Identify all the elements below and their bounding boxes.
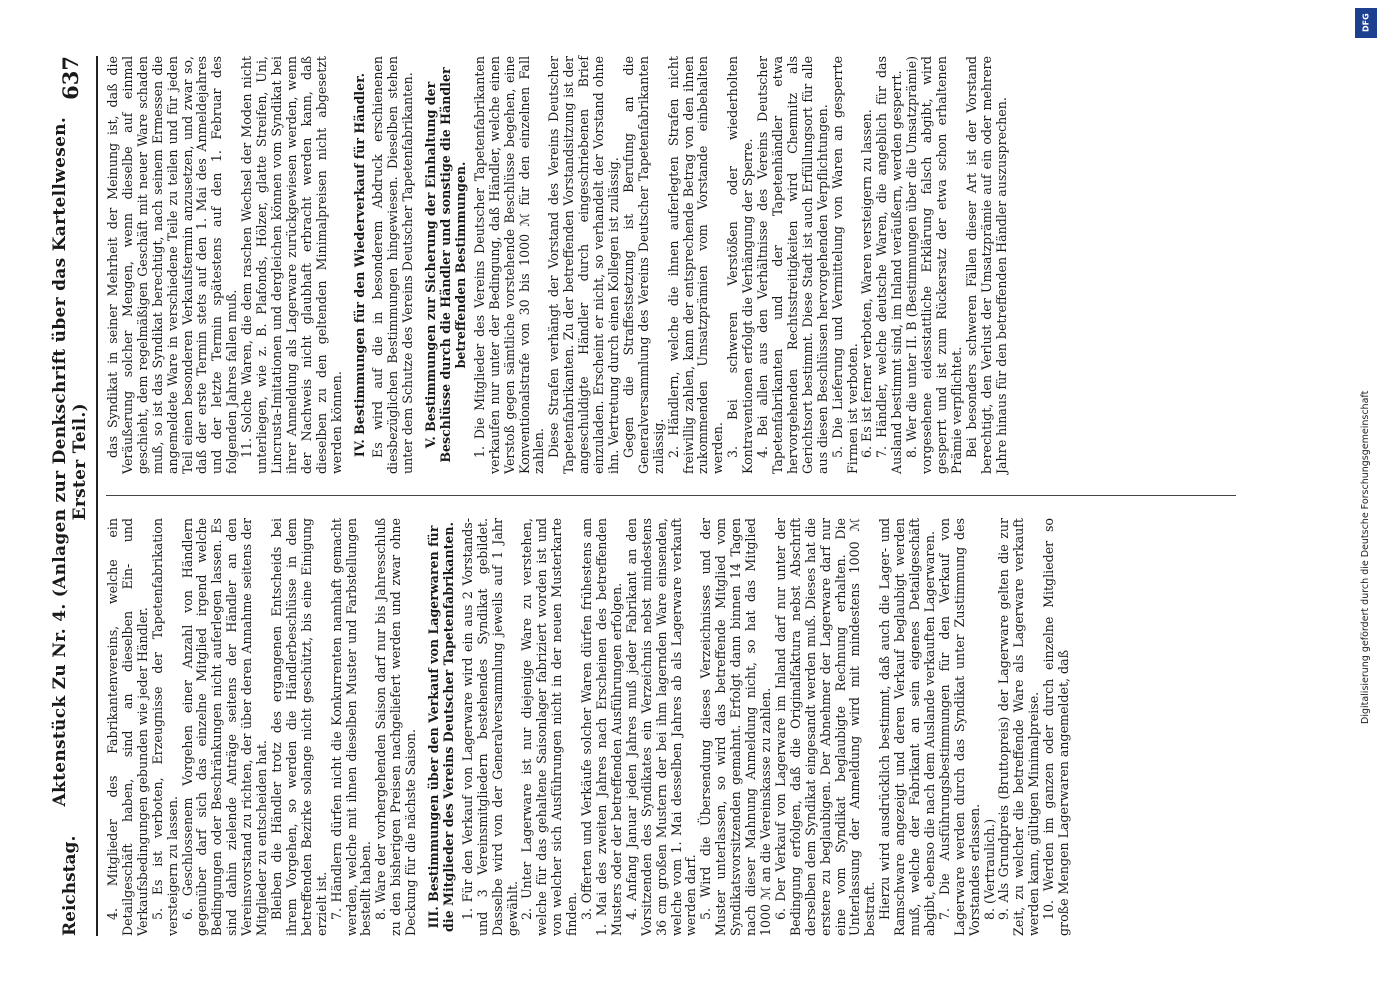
paragraph: 9. Als Grundpreis (Bruttopreis) der Lagerware gelten die zur Zeit, zu welcher die betreffende Ware als Lagerware verkauft werden kann, gültigen Minimalpreise.	[996, 518, 1042, 936]
paragraph: Bleiben die Händler trotz des ergangenen Entscheids bei ihrem Vorgehen, so werden die Händlerbeschlüsse in dem betreffenden Bezirke solange nicht geschützt, bis eine Einigung erzielt ist.	[268, 518, 329, 936]
paragraph: 1. Die Mitglieder des Vereins Deutscher Tapetenfabrikanten verkaufen nur unter der Bedingung, daß Händler, welche einen Verstoß gegen sämtliche vorstehende Beschlüsse begehen, eine Konventionalstrafe von 30 bis 1000 ℳ für den einzelnen Fall zahlen.	[471, 56, 547, 474]
paragraph: 3. Bei schweren Verstößen oder wiederholten Kontraventionen erfolgt die Verhängung der Sperre.	[725, 56, 756, 474]
header-left: Reichstag.	[60, 835, 80, 936]
paragraph: 8. Ware der vorhergehenden Saison darf nur bis Jahresschluß zu den bisherigen Preisen nachgeliefert werden und zwar ohne Deckung für die nächste Saison.	[373, 518, 419, 936]
paragraph: 6. Es ist ferner verboten, Waren versteigern zu lassen.	[859, 109, 875, 458]
header-title: Aktenstück Zu Nr. 4. (Anlagen zur Denkschrift über das Kartellwesen. Erster Teil.)	[50, 116, 90, 807]
paragraph: Es wird auf die in besonderem Abdruck erschienenen diesbezüglichen Bestimmungen hingewiesen. Dieselben stehen unter dem Schutze des Vereins Deutscher Tapetenfabrikanten.	[370, 56, 416, 474]
paragraph: 8. (Vertraulich.)	[981, 818, 997, 920]
paragraph: 6. Der Verkauf von Lagerware im Inland darf nur unter der Bedingung erfolgen, daß die Originalfaktura nebst Abschrift derselben dem Syndikat eingesandt werden muß. Dieses hat die erstere zu beglaubigen. Der Abnehmer der Lagerware darf nur eine vom Syndikat beglaubigte Rechnung erhalten. Die Unterlassung der Anmeldung wird mit mindestens 1000 ℳ bestraft.	[772, 518, 878, 936]
paragraph: 5. Es ist verboten, Erzeugnisse der Tapetenfabrikation versteigern zu lassen.	[149, 518, 180, 936]
paragraph: 4. Bei allen aus den Verhältnisse des Vereins Deutscher Tapetenfabrikanten und der Tapetenhändler etwa hervorgehenden Rechtsstreitigkeiten wird Chemnitz als Gerichtsort bestimmt. Diese Stadt ist auch Erfüllungsort für alle aus diesen Beschlüssen hervorgehenden Verpflichtungen.	[755, 56, 830, 474]
paragraph: 7. Händlern dürfen nicht die Konkurrenten namhaft gemacht werden, welche mit ihnen dieselben Muster und Farbstellungen bestellt haben.	[328, 518, 374, 936]
text-column-right	[106, 56, 1009, 474]
dfg-logo: DFG	[1355, 8, 1377, 38]
paragraph: 6. Geschlossenem Vorgehen einer Anzahl von Händlern gegenüber darf sich das einzelne Mitglied irgend welche Bedingungen oder Beschränkungen nicht auferlegen lassen. Es sind dahin zielende Anträge seitens der Händler an den Vereinsvorstand zu richten, der über deren Annahme seitens der Mitglieder zu entscheiden hat.	[179, 518, 270, 936]
rotated-content	[50, 56, 1340, 936]
section-heading: V. Bestimmungen zur Sicherung der Einhaltung der Beschlüsse durch die Händler und sonstige die Händler betreffenden Bestimmungen.	[423, 67, 468, 463]
header-rule	[96, 56, 98, 936]
paragraph: Hierzu wird ausdrücklich bestimmt, daß auch die Lager- und Ramschware angezeigt und deren Verkauf beglaubigt werden muß, welche der Fabrikant an sein eigenes Detailgeschäft abgibt, ebenso die nach dem Auslande verkauften Lagerwaren.	[877, 518, 937, 936]
paragraph: 4. Anfang Januar jeden Jahres muß jeder Fabrikant an den Vorsitzenden des Syndikates ein Verzeichnis nebst mindestens 36 cm großen Mustern der bei ihm lagernden Ware einsenden, welche vom 1. Mai desselben Jahres ab als Lagerware verkauft werden darf.	[623, 518, 699, 936]
section-heading: IV. Bestimmungen für den Wiederverkauf für Händler.	[351, 72, 367, 458]
paragraph: 2. Händlern, welche die ihnen auferlegten Strafen nicht freiwillig zahlen, kann der entsprechende Betrag von den ihnen zukommenden Umsatzprämien vom Vorstande einbehalten werden.	[665, 56, 726, 474]
paragraph: Gegen die Straffestsetzung ist Berufung an die Generalversammlung des Vereins Deutscher Tapetenfabrikanten zulässig.	[620, 56, 666, 474]
paragraph: 5. Wird die Übersendung dieses Verzeichnisses und der Muster unterlassen, so wird das betreffende Mitglied vom Syndikatsvorsitzenden gemahnt. Erfolgt dann binnen 14 Tagen nach dieser Mahnung Anmeldung nicht, so hat das Mitglied 1000 ℳ an die Vereinskasse zu zahlen.	[698, 518, 773, 936]
digitization-credit: Digitalisierung gefördert durch die Deutsche Forschungsgemeinschaft	[1360, 390, 1371, 724]
paragraph: 11. Solche Waren, die dem raschen Wechsel der Moden nicht unterliegen, wie z. B. Plafonds, Hölzer, glatte Streifen, Uni, Lincrusta-Imitationen und dergleichen können vom Syndikat bei ihrer Anmeldung als Lagerware zurückgewiesen werden, wenn der Nachweis nicht glaubhaft erbracht werden kann, daß dieselben zu den geltenden Minimalpreisen nicht abgesetzt werden können.	[239, 56, 344, 474]
paragraph: 7. Händler, welche deutsche Waren, die angeblich für das Ausland bestimmt sind, im Inland veräußern, werden gesperrt.	[874, 56, 905, 474]
text-column-left	[106, 518, 1072, 936]
paragraph: das Syndikat in seiner Mehrheit der Meinung ist, daß die Veräußerung solcher Mengen, wenn dieselbe auf einmal geschieht, dem regelmäßigen Geschäft mit neuer Ware schaden muß, so ist das Syndikat berechtigt, nach seinem Ermessen die angemeldete Ware in verschiedene Teile zu teilen und für jeden Teil einen besonderen Verkaufstermin anzusetzen, und zwar so, daß der erste Termin stets auf den 1. Mai des Anmeldejahres und der letzte Termin spätestens auf den 1. Februar des folgenden Jahres fallen muß.	[105, 56, 240, 474]
paragraph: Bei besonders schweren Fällen dieser Art ist der Vorstand berechtigt, den Verlust der Umsatzprämie auf ein oder mehrere Jahre hinaus für den betreffenden Händler auszusprechen.	[963, 56, 1009, 474]
paragraph: 4. Mitglieder des Fabrikantenvereins, welche ein Detailgeschäft haben, sind an dieselben Ein- und Verkaufsbedingungen gebunden wie jeder Händler.	[105, 518, 150, 936]
page-number: 637	[57, 56, 83, 100]
paragraph: 2. Unter Lagerware ist nur diejenige Ware zu verstehen, welche für das gehaltene Saisonlager fabriziert worden ist und von welcher sich Ausführungen nicht in der neuen Musterkarte finden.	[519, 518, 580, 936]
paragraph: 5. Die Lieferung und Vermittelung von Waren an gesperrte Firmen ist verboten.	[829, 56, 860, 474]
paragraph: Diese Strafen verhängt der Vorstand des Vereins Deutscher Tapetenfabrikanten. Zu der betreffenden Vorstandsitzung ist der angeschuldigte Händler durch eingeschriebenen Brief einzuladen. Erscheint er nicht, so verhandelt der Vorstand ohne ihn. Vertretung durch einen Kollegen ist zulässig.	[546, 56, 621, 474]
paragraph: 1. Für den Verkauf von Lagerware wird ein aus 2 Vorstands- und 3 Vereinsmitgliedern bestehendes Syndikat gebildet. Dasselbe wird von der Generalversammlung jeweils auf 1 Jahr gewählt.	[459, 518, 520, 936]
paragraph: 3. Offerten und Verkäufe solcher Waren dürfen frühestens am 1. Mai des zweiten Jahres nach Erscheinen des betreffenden Musters oder der betreffenden Ausführungen erfolgen.	[579, 518, 624, 936]
paragraph: 10. Werden im ganzen oder durch einzelne Mitglieder so große Mengen Lagerwaren angemeldet, daß	[1041, 518, 1072, 936]
column-divider	[106, 495, 1236, 496]
section-heading: III. Bestimmungen über den Verkauf von Lagerwaren für die Mitglieder des Vereins Deutscher Tapetenfabrikanten.	[426, 522, 456, 932]
paragraph: 7. Die Ausführungsbestimmungen für den Verkauf von Lagerware werden durch das Syndikat unter Zustimmung des Vorstandes erlassen.	[936, 518, 982, 936]
page-header	[50, 56, 90, 936]
paragraph: 8. Wer die unter II. B (Bestimmungen über die Umsatzprämie) vorgesehene eidesstattliche Erklärung falsch abgibt, wird gesperrt und ist zum Rückersatz der etwa schon erhaltenen Prämie verpflichtet.	[904, 56, 964, 474]
